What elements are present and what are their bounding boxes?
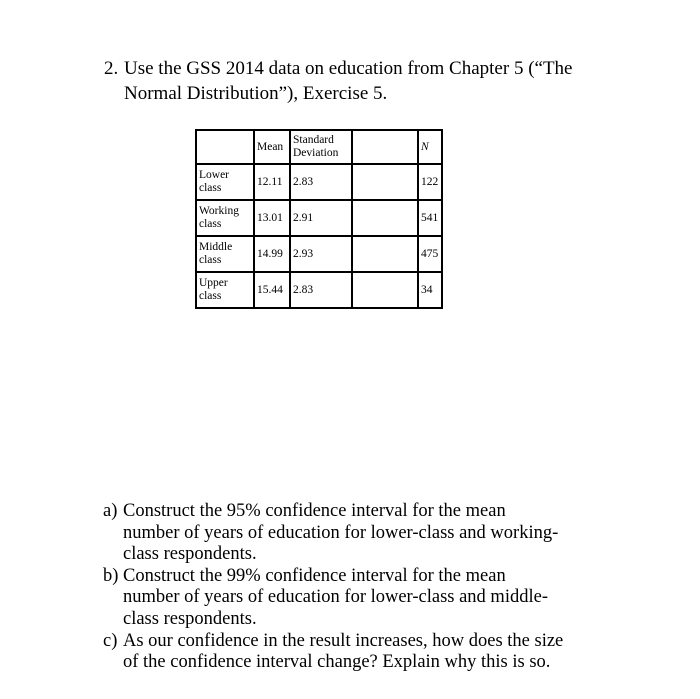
part-line: class respondents. [123, 608, 257, 629]
header-label-cell [196, 130, 254, 164]
row-sd: 2.83 [290, 164, 352, 200]
header-sd-line-1: Standard [293, 134, 334, 146]
row-blank [352, 200, 418, 236]
row-label-line-1: Working [199, 205, 239, 217]
row-sd: 2.83 [290, 272, 352, 308]
row-label-line-1: Lower [199, 169, 230, 181]
question-parts [103, 501, 643, 674]
part-letter: a) [103, 501, 118, 521]
header-n: N [418, 130, 442, 164]
row-blank [352, 236, 418, 272]
table-row [196, 236, 442, 272]
part-line: number of years of education for lower-class and middle- [123, 587, 548, 608]
part-letter: c) [103, 630, 118, 651]
row-mean: 12.11 [254, 164, 290, 200]
table-row [196, 164, 442, 200]
education-stats-table [195, 129, 443, 309]
part-line: Construct the 95% confidence interval for the mean [123, 501, 506, 521]
table-header-row [196, 130, 442, 164]
header-mean: Mean [254, 130, 290, 164]
table-row [196, 200, 442, 236]
row-n: 475 [418, 236, 442, 272]
row-label [196, 236, 254, 272]
part-line: Construct the 99% confidence interval for the mean [123, 565, 506, 586]
row-mean: 15.44 [254, 272, 290, 308]
row-mean: 13.01 [254, 200, 290, 236]
row-label-line-1: Upper [199, 277, 228, 289]
part-line: class respondents. [123, 544, 257, 565]
row-sd: 2.91 [290, 200, 352, 236]
question-text-line-1: Use the GSS 2014 data on education from Chapter 5 (“The [124, 58, 573, 79]
row-sd: 2.93 [290, 236, 352, 272]
part-a [103, 501, 643, 566]
header-standard-deviation [290, 130, 352, 164]
header-blank-cell [352, 130, 418, 164]
row-label-line-2: class [199, 218, 222, 230]
row-blank [352, 164, 418, 200]
row-label-line-1: Middle [199, 241, 233, 253]
part-line: of the confidence interval change? Explain why this is so. [123, 652, 551, 673]
question-number: 2. [104, 58, 119, 79]
question-text-line-2: Normal Distribution”), Exercise 5. [124, 83, 388, 104]
row-n: 122 [418, 164, 442, 200]
row-n: 541 [418, 200, 442, 236]
row-label-line-2: class [199, 254, 222, 266]
row-label [196, 272, 254, 308]
part-line: As our confidence in the result increases, how does the size [123, 630, 564, 651]
table-row [196, 272, 442, 308]
part-line: number of years of education for lower-class and working- [123, 522, 559, 543]
row-label [196, 164, 254, 200]
row-blank [352, 272, 418, 308]
row-n: 34 [418, 272, 442, 308]
row-label-line-2: class [199, 182, 222, 194]
row-mean: 14.99 [254, 236, 290, 272]
row-label-line-2: class [199, 290, 222, 302]
part-b [103, 566, 643, 631]
part-letter: b) [103, 565, 119, 586]
row-label [196, 200, 254, 236]
part-c [103, 631, 643, 674]
question-header [104, 56, 644, 106]
header-sd-line-2: Deviation [293, 147, 339, 159]
